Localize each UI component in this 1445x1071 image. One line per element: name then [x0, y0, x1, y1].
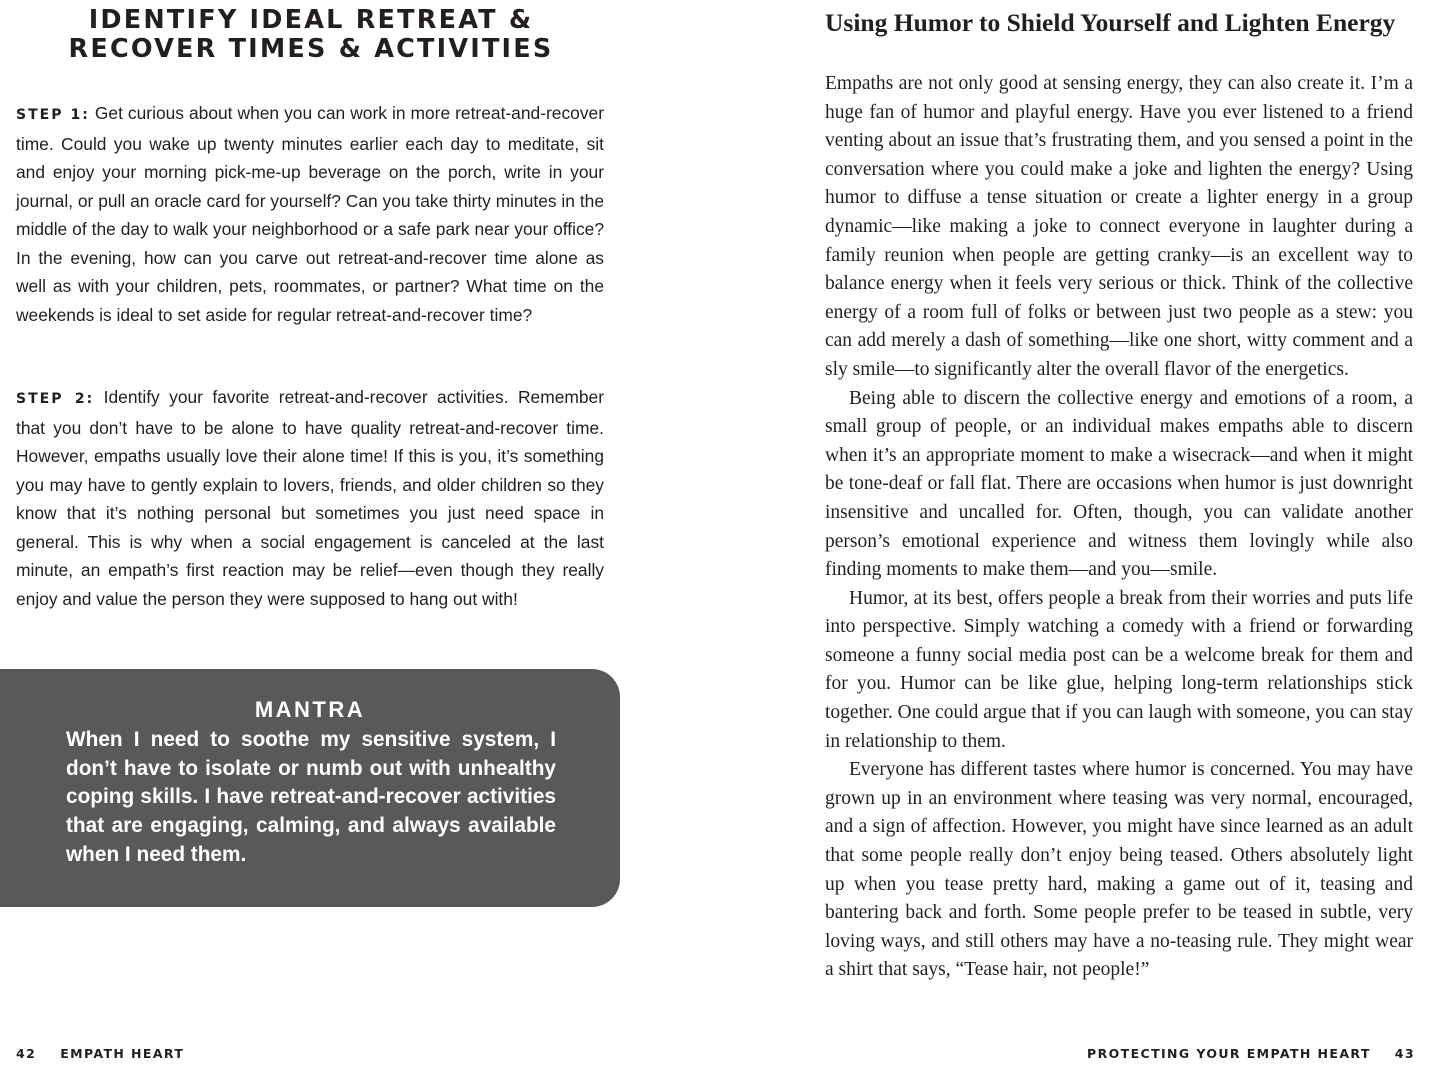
left-page [0, 0, 722, 1071]
paragraph: Everyone has different tastes where humor is concerned. You may have grown up in an environment where teasing was very normal, encouraged, and a sign of affection. However, you might have since learned as an adult that some people really don’t enjoy being teased. Others absolutely light up when you tease pretty hard, making a game out of it, teasing and bantering back and forth. Some people prefer to be teased in subtle, very loving ways, and still others may have a no-teasing rule. They might wear a shirt that says, “Tease hair, not people!” [825, 759, 1413, 981]
chapter-section-title: Using Humor to Shield Yourself and Lighten Energy [825, 8, 1396, 37]
right-running-head: PROTECTING YOUR EMPATH HEART [1087, 1046, 1371, 1061]
left-page-number: 42 [16, 1046, 37, 1061]
mantra-box [0, 669, 620, 907]
left-running-head: EMPATH HEART [60, 1046, 185, 1061]
step-2-text: Identify your favorite retreat-and-recover activities. Remember that you don’t have to be alone to have quality retreat-and-recover time. However, empaths usually love their alone time! If this is you, it’s something you may have to gently explain to lovers, friends, and older children so they know that it’s nothing personal but sometimes you just need space in general. This is why when a social engagement is canceled at the last minute, an empath’s first reaction may be relief—even though they really enjoy and value the person they were supposed to hang out with! [16, 387, 604, 609]
right-footer [1087, 1046, 1415, 1061]
step-1-label: STEP 1: [16, 107, 90, 123]
step-1-text: Get curious about when you can work in more retreat-and-recover time. Could you wake up twenty minutes earlier each day to meditate, sit and enjoy your morning pick-me-up beverage on the porch, write in your journal, or pull an oracle card for yourself? Can you take thirty minutes in the middle of the day to walk your neighborhood or a safe park near your office? In the evening, how can you carve out retreat-and-recover time alone as well as with your children, pets, roommates, or partner? What time on the weekends is ideal to set aside for regular retreat-and-recover time? [16, 103, 604, 325]
step-1 [16, 99, 604, 329]
body-text [825, 70, 1413, 985]
section-title: IDENTIFY IDEAL RETREAT & RECOVER TIMES & ACTIVITIES [68, 5, 554, 64]
mantra-text: When I need to soothe my sensitive system, I don’t have to isolate or numb out with unhealthy coping skills. I have retreat-and-recover activities that are engaging, calming, and always available when I need them. [66, 728, 556, 866]
step-2 [16, 383, 604, 613]
right-page [722, 0, 1445, 1071]
paragraph: Empaths are not only good at sensing energy, they can also create it. I’m a huge fan of humor and playful energy. Have you ever listened to a friend venting about an issue that’s frustrating them, and you sensed a point in the conversation where you could make a joke and lighten the energy? Using humor to diffuse a tense situation or create a lighter energy in a group dynamic—like making a joke to connect everyone in laughter during a family reunion when people are getting cranky—is an excellent way to balance energy when it feels very serious or thick. Think of the collective energy of a room full of folks or between just two people as a stew: you can add merely a dash of something—like one short, witty comment and a sly smile—to significantly alter the overall flavor of the energetics. [825, 73, 1413, 380]
step-2-label: STEP 2: [16, 391, 95, 407]
left-footer [16, 1046, 184, 1061]
paragraph: Being able to discern the collective energy and emotions of a room, a small group of people, or an individual makes empaths able to discern when it’s an appropriate moment to make a wisecrack—and when it might be tone-deaf or fall flat. There are occasions when humor is just downright insensitive and uncalled for. Often, though, you can validate another person’s emotional experience and witness them lovingly while also finding moments to make them—and you—smile. [825, 387, 1413, 581]
mantra-title: MANTRA [254, 697, 366, 722]
paragraph: Humor, at its best, offers people a break from their worries and puts life into perspective. Simply watching a comedy with a friend or forwarding someone a funny social media post can be a welcome break for them and for you. Humor can be like glue, helping long-term relationships stick together. One could argue that if you can laugh with someone, you can stay in relationship to them. [825, 587, 1413, 752]
right-page-number: 43 [1394, 1046, 1415, 1061]
